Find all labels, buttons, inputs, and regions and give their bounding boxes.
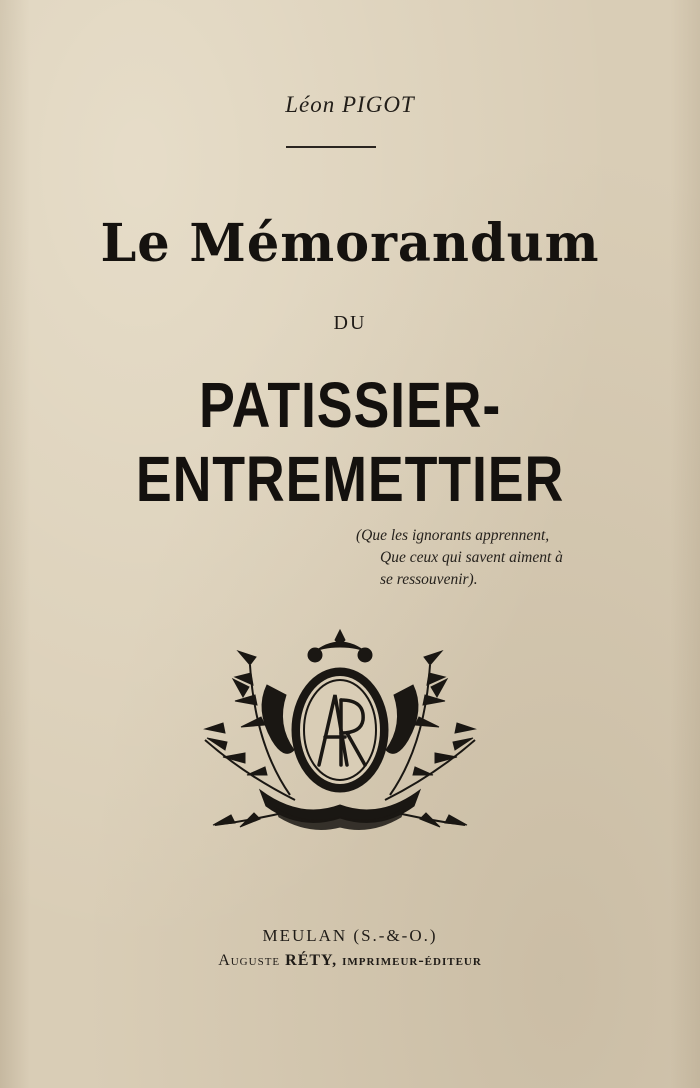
epigraph-line-2: Que ceux qui savent aiment à bbox=[380, 549, 563, 566]
epigraph-line-1: (Que les ignorants apprennent, bbox=[356, 527, 550, 544]
publisher-line bbox=[0, 952, 700, 970]
author-name: Léon PIGOT bbox=[285, 92, 415, 117]
title-main: Le Mémorandum bbox=[100, 213, 600, 274]
epigraph bbox=[356, 525, 646, 591]
publisher-first-name: Auguste bbox=[218, 952, 281, 969]
publisher-surname: RÉTY, bbox=[285, 952, 338, 969]
publisher-city: MEULAN (S.-&-O.) bbox=[262, 926, 438, 945]
title-subject: PATISSIER-ENTREMETTIER bbox=[135, 369, 565, 515]
divider-rule bbox=[286, 146, 376, 148]
title-connector: DU bbox=[333, 312, 367, 334]
epigraph-line-3: se ressouvenir). bbox=[380, 571, 478, 588]
monogram-wreath-emblem-icon bbox=[195, 625, 485, 840]
publisher-role: imprimeur-éditeur bbox=[342, 952, 482, 969]
